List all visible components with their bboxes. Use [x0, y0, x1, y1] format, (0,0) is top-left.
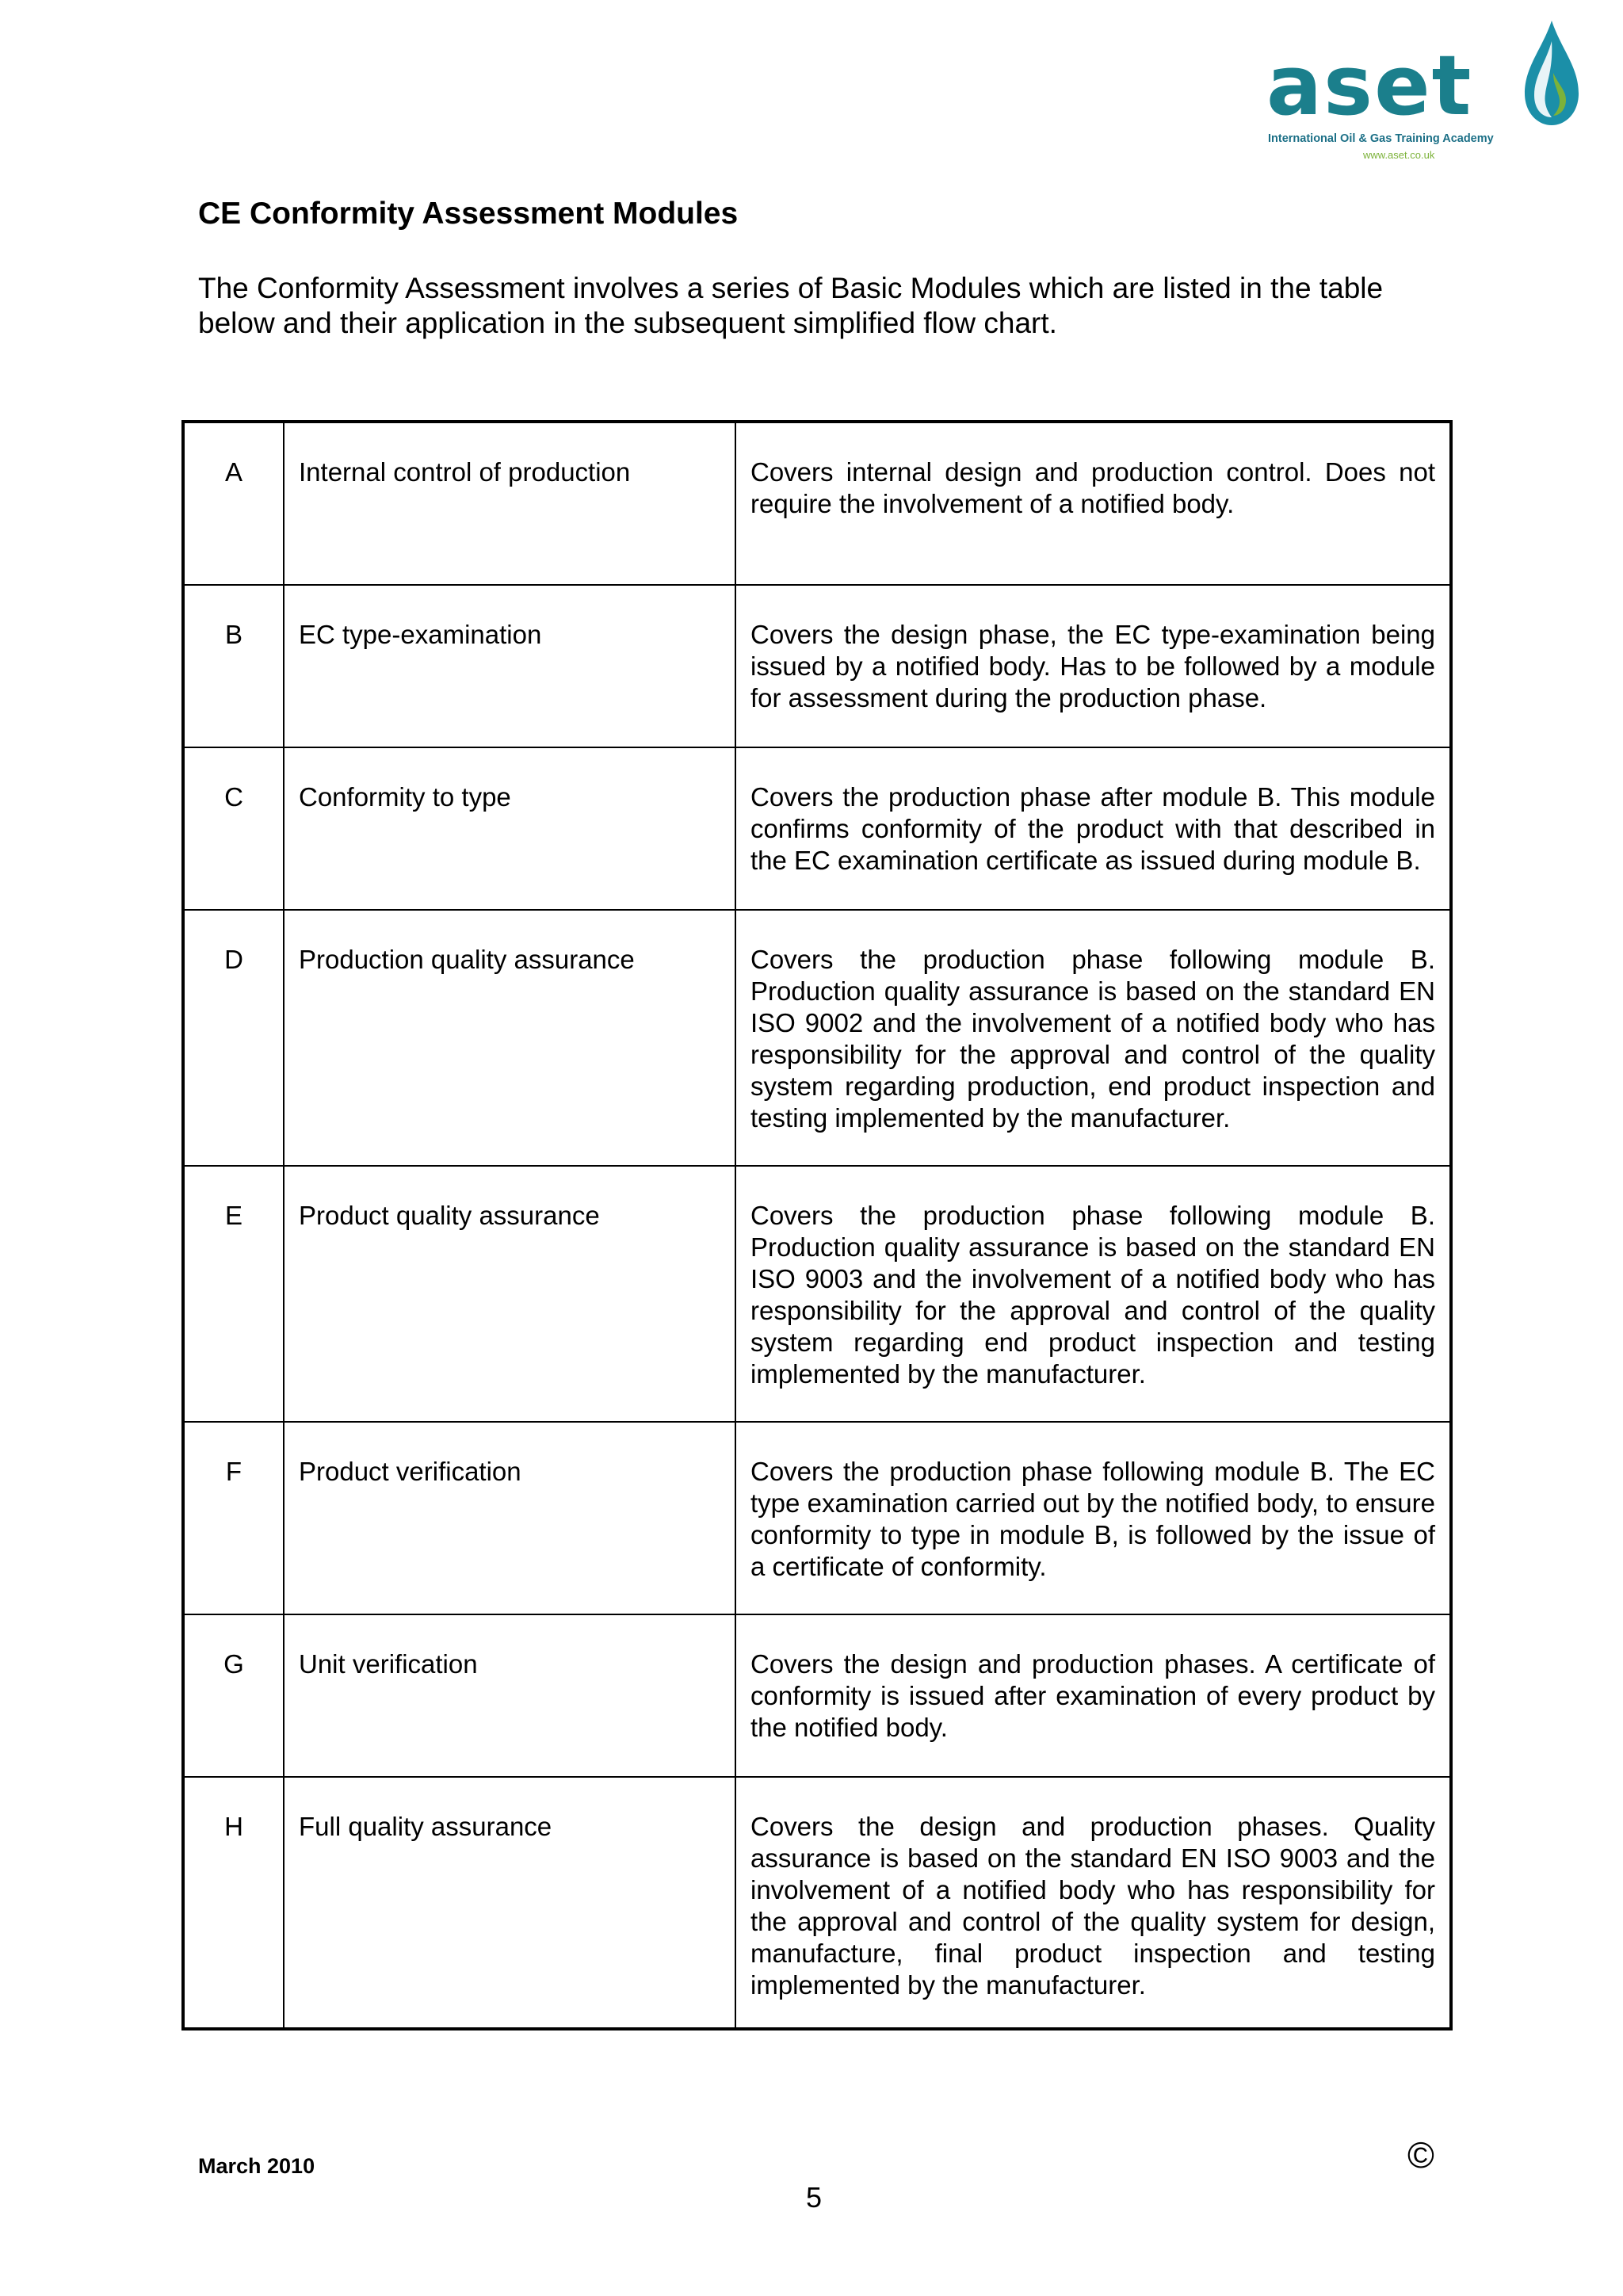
aset-logo — [1266, 17, 1583, 168]
table-row — [183, 1614, 1451, 1777]
table-row — [183, 910, 1451, 1166]
logo-url: www.aset.co.uk — [1363, 149, 1435, 161]
water-drop-icon — [1520, 17, 1583, 128]
module-name: Conformity to type — [284, 747, 735, 910]
logo-subtitle: International Oil & Gas Training Academy — [1268, 132, 1494, 145]
intro-paragraph: The Conformity Assessment involves a series of Basic Modules which are listed in the table below and their application in the subsequent simplified flow chart. — [198, 272, 1384, 339]
module-code: B — [183, 585, 284, 747]
module-name: Unit verification — [284, 1614, 735, 1777]
module-description: Covers the design and production phases. A certificate of conformity is issued after examination of every product by the notified body. — [735, 1614, 1451, 1777]
module-name: Production quality assurance — [284, 910, 735, 1166]
module-description: Covers the production phase following module B. The EC type examination carried out by the notified body, to ensure conformity to type in module B, is followed by the issue of a certificate of conformity. — [735, 1422, 1451, 1614]
module-description: Covers the production phase after module B. This module confirms conformity of the product with that described in the EC examination certificate as issued during module B. — [735, 747, 1451, 910]
footer-date: March 2010 — [198, 2154, 315, 2178]
module-code: G — [183, 1614, 284, 1777]
table-row — [183, 747, 1451, 910]
module-description: Covers internal design and production control. Does not require the involvement of a notified body. — [735, 422, 1451, 585]
module-code: C — [183, 747, 284, 910]
page-number: 5 — [806, 2181, 823, 2214]
table-row — [183, 1166, 1451, 1422]
module-description: Covers the production phase following module B. Production quality assurance is based on the standard EN ISO 9003 and the involvement of a notified body who has responsibility for the approval and control of the quality system regarding end product inspection and testing implemented by the manufacturer. — [735, 1166, 1451, 1422]
module-name: Product quality assurance — [284, 1166, 735, 1422]
module-name: Full quality assurance — [284, 1777, 735, 2029]
module-code: E — [183, 1166, 284, 1422]
table-row — [183, 1777, 1451, 2029]
module-name: Internal control of production — [284, 422, 735, 585]
page-title: CE Conformity Assessment Modules — [198, 197, 739, 231]
copyright-symbol: © — [1407, 2134, 1434, 2176]
module-code: D — [183, 910, 284, 1166]
module-name: Product verification — [284, 1422, 735, 1614]
module-name: EC type-examination — [284, 585, 735, 747]
module-description: Covers the design phase, the EC type-examination being issued by a notified body. Has to be followed by a module for assessment during the production phase. — [735, 585, 1451, 747]
module-description: Covers the production phase following module B. Production quality assurance is based on the standard EN ISO 9002 and the involvement of a notified body who has responsibility for the approval and control of the quality system regarding production, end product inspection and testing implemented by the manufacturer. — [735, 910, 1451, 1166]
table-row — [183, 585, 1451, 747]
table-row — [183, 422, 1451, 585]
logo-wordmark: aset — [1266, 37, 1473, 134]
table-row — [183, 1422, 1451, 1614]
module-code: F — [183, 1422, 284, 1614]
module-code: A — [183, 422, 284, 585]
module-code: H — [183, 1777, 284, 2029]
module-description: Covers the design and production phases. Quality assurance is based on the standard EN ISO 9003 and the involvement of a notified body who has responsibility for the approval and control of the quality system for design, manufacture, final product inspection and testing implemented by the manufacturer. — [735, 1777, 1451, 2029]
modules-table — [181, 420, 1453, 2030]
